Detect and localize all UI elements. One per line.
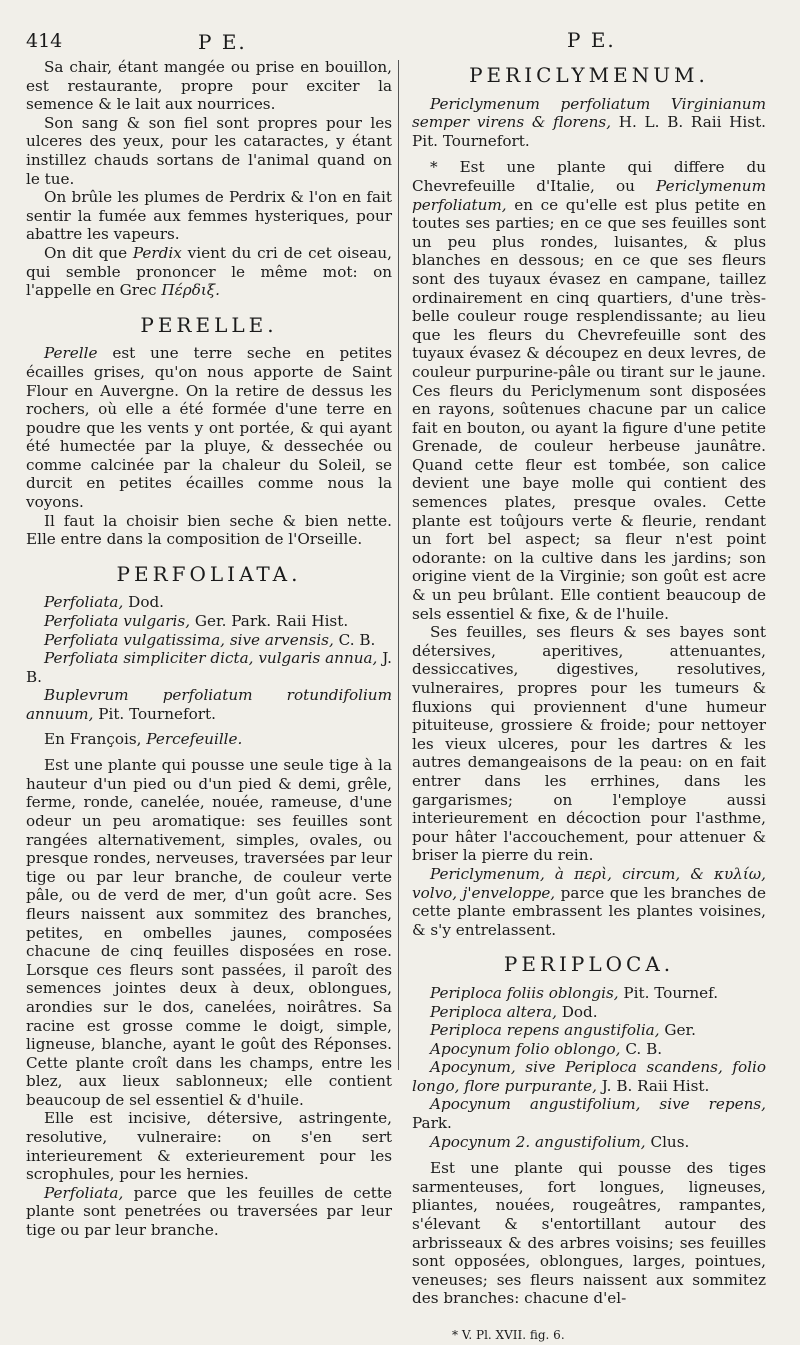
synonym-source: Park.	[412, 1114, 452, 1133]
spacer	[26, 748, 392, 756]
footnote: * V. Pl. XVII. fig. 6.	[452, 1328, 565, 1342]
left-column	[26, 58, 392, 1240]
greek-term: Πέρδιξ.	[161, 281, 220, 300]
term: Periclymenum perfoliatum,	[412, 176, 766, 214]
synonym-source: J. B. Raii Hist.	[601, 1076, 710, 1095]
spacer	[412, 1151, 766, 1159]
synonym-name: Perfoliata vulgatissima, sive arvensis,	[44, 630, 334, 649]
synonym-name: Periclymenum perfoliatum Virginianum semper virens & florens,	[412, 94, 766, 132]
paragraph: Son sang & son fiel sont propres pour les ulceres des yeux, pour les cataractes, y étant instillez chauds sortans de l'animal quand on le tue.	[26, 113, 392, 188]
text-run: en ce qu'elle est plus petite en toutes ses parties; en ce que ses feuilles sont un peu plus rondes, luisantes, & plus blanches en dessous; en ce que ses fleurs sont des tuyaux évasez en campane, taillez ordinairement en cinq quartiers, d'une très-belle couleur rouge resplendissante; au lieu que les fleurs du Chevrefeuille sont des tuyaux évasez & découpez en deux levres, de couleur purpurine-pâle ou tirant sur le jaune. Ces fleurs du Periclymenum sont disposées en rayons, soûtenues chacune par un calice fait en bouton, ou ayant la figure d'une petite Grenade, de couleur herbeuse jaunâtre. Quand cette fleur est tombée, son calice devient une baye molle qui contient des semences plates, presque ovales. Cette plante est toûjours verte & fleurie, rendant un fort bel aspect; sa fleur n'est point odorante: on la cultive dans les jardins; son origine vient de la Virginie; son goût est acre & un peu brûlant. Elle contient beaucoup de sels essentiel & fixe, & de l'huile.	[412, 195, 767, 623]
synonym-line	[412, 1003, 766, 1022]
synonym-line	[412, 1040, 766, 1059]
text-run: parce que les branches de cette plante embrassent les plantes voisines, & s'y entrelassent.	[412, 883, 767, 939]
running-head-left: P E.	[198, 30, 247, 54]
paragraph	[26, 344, 392, 511]
paragraph: On brûle les plumes de Perdrix & l'on en fait sentir la fumée aux femmes hysteriques, pour abattre les vapeurs.	[26, 188, 392, 244]
synonym-line	[26, 593, 392, 612]
right-column	[412, 58, 766, 1345]
synonym-name: Apocynum folio oblongo,	[430, 1039, 621, 1058]
text-run: On dit que	[44, 243, 128, 262]
term: Perdix	[132, 243, 182, 262]
synonym-name: Periploca foliis oblongis,	[430, 983, 619, 1002]
paragraph	[26, 244, 392, 300]
synonym-name: Perfoliata vulgaris,	[44, 612, 191, 631]
synonym-source: C. B.	[625, 1039, 663, 1058]
synonym-line	[412, 1095, 766, 1132]
synonym-name: Perfoliata simpliciter dicta, vulgaris annua,	[44, 649, 378, 668]
entry-heading-periploca: PERIPLOCA.	[503, 952, 675, 977]
paragraph: Elle est incisive, détersive, astringente, resolutive, vulneraire: on s'en sert interieurement & exterieurement pour les scrophules, pour les hernies.	[26, 1109, 392, 1184]
synonym-source: Pit. Tournefort.	[98, 705, 216, 723]
synonym-source: Pit. Tournef.	[623, 983, 719, 1002]
paragraph: Est une plante qui pousse des tiges sarmenteuses, fort longues, ligneuses, pliantes, nouées, rougeâtres, rampantes, s'élevant & s'entortillant autour des arbrisseaux & des arbres voisins; ses feuilles sont opposées, oblongues, larges, pointues, veneuses; ses fleurs naissent aux sommitez des branches: chacune d'el-	[412, 1159, 766, 1308]
synonym-source: Ger.	[664, 1021, 696, 1040]
synonym-source: Clus.	[650, 1132, 690, 1151]
text-run: En François,	[44, 729, 142, 748]
etymology: Periclymenum, à περὶ, circum, & κυλίω, volvo, j'enveloppe,	[412, 864, 766, 902]
page-number: 414	[26, 30, 63, 52]
paragraph: Sa chair, étant mangée ou prise en bouillon, est restaurante, propre pour exciter la semence & le lait aux nourrices.	[26, 58, 392, 114]
synonym-name: Periploca repens angustifolia,	[430, 1021, 660, 1040]
synonym-source: C. B.	[338, 630, 376, 649]
synonym-source: J. B.	[26, 649, 393, 686]
synonym-line	[412, 1058, 766, 1095]
paragraph: Ses feuilles, ses fleurs & ses bayes sont détersives, aperitives, attenuantes, dessiccatives, digestives, resolutives, vulneraires, propres pour les tumeurs & fluxions qui proviennent d'une humeur pituiteuse, grossiere & froide; pour nettoyer les vieux ulceres, pour les dartres & les autres demangeaisons de la peau: on en fait entrer dans les errhines, dans les gargarismes; on l'employe aussi interieurement en décoction pour l'asthme, pour hâter l'accouchement, pour attenuer & briser la pierre du rein.	[412, 623, 766, 865]
synonym-name: Apocynum angustifolium, sive repens,	[430, 1095, 766, 1114]
synonym-line	[412, 984, 766, 1003]
spacer	[412, 150, 766, 158]
text-run: est une terre seche en petites écailles grises, qu'on nous apporte de Saint Flour en Auvergne. On la retire de dessus les rochers, où elle a été formée d'une terre en poudre que les vents y ont portée, & qui ayant été humectée par la pluye, & dessechée ou comme calcinée par la chaleur du Soleil, se durcit en petites écailles comme nous la voyons.	[26, 344, 393, 512]
synonym-line	[26, 631, 392, 650]
paragraph	[412, 158, 766, 623]
french-name-line	[26, 730, 392, 749]
synonym-source: Dod.	[561, 1002, 598, 1021]
entry-heading-perelle: PERELLE.	[140, 312, 278, 337]
text-run: vient du cri de cet oiseau, qui semble prononcer le même mot: on l'appelle en Grec	[26, 243, 392, 300]
synonym-source: Ger. Park. Raii Hist.	[194, 612, 349, 631]
synonym-line	[26, 649, 392, 686]
synonym-line	[412, 1021, 766, 1040]
synonym-line	[26, 686, 392, 723]
running-head-right: P E.	[567, 28, 616, 52]
text-run: * Est une plante qui differe du Chevrefeuille d'Italie, ou	[412, 158, 766, 195]
paragraph	[412, 865, 766, 939]
synonym-line	[26, 612, 392, 631]
synonym-line	[412, 95, 766, 151]
column-divider	[398, 60, 399, 1070]
synonym-name: Buplevrum perfoliatum rotundifolium annuum,	[26, 686, 392, 723]
paragraph	[26, 1184, 392, 1240]
synonym-source: H. L. B. Raii Hist. Pit. Tournefort.	[412, 113, 767, 150]
term: Perelle	[44, 344, 98, 363]
synonym-line	[412, 1133, 766, 1152]
synonym-name: Periploca altera,	[430, 1002, 557, 1021]
synonym-name: Perfoliata,	[44, 593, 124, 612]
term: Perfoliata,	[44, 1183, 124, 1202]
paragraph: Il faut la choisir bien seche & bien nette. Elle entre dans la composition de l'Orseille.	[26, 511, 392, 549]
entry-heading-periclymenum: PERICLYMENUM.	[469, 63, 709, 87]
french-name: Percefeuille.	[146, 729, 243, 748]
synonym-name: Apocynum, sive Periploca scandens, folio longo, flore purpurante,	[412, 1058, 766, 1095]
text-run: parce que les feuilles de cette plante sont penetrées ou traversées par leur tige ou par leur branche.	[26, 1183, 392, 1240]
paragraph: Est une plante qui pousse une seule tige à la hauteur d'un pied ou d'un pied & demi, grêle, ferme, ronde, canelée, nouée, rameuse, d'une odeur un peu aromatique: ses feuilles sont rangées alternativement, simples, ovales, ou presque rondes, nerveuses, traversées par leur tige ou par leur branche, de couleur verte pâle, ou de verd de mer, d'un goût acre. Ses fleurs naissent aux sommitez des branches, petites, en ombelles jaunes, composées chacune de cinq feuilles disposées en rose. Lorsque ces fleurs sont passées, il paroît des semences jointes deux à deux, oblongues, arondies sur le dos, canelées, noirâtres. Sa racine est grosse comme le doigt, simple, ligneuse, blanche, ayant le goût des Réponses. Cette plante croît dans les champs, entre les blez, aux lieux sablonneux; elle contient beaucoup de sel essentiel & d'huile.	[26, 756, 392, 1109]
entry-heading-perfoliata: PERFOLIATA.	[116, 561, 302, 586]
synonym-name: Apocynum 2. angustifolium,	[430, 1132, 646, 1151]
synonym-source: Dod.	[128, 593, 165, 612]
page-header	[0, 30, 800, 56]
